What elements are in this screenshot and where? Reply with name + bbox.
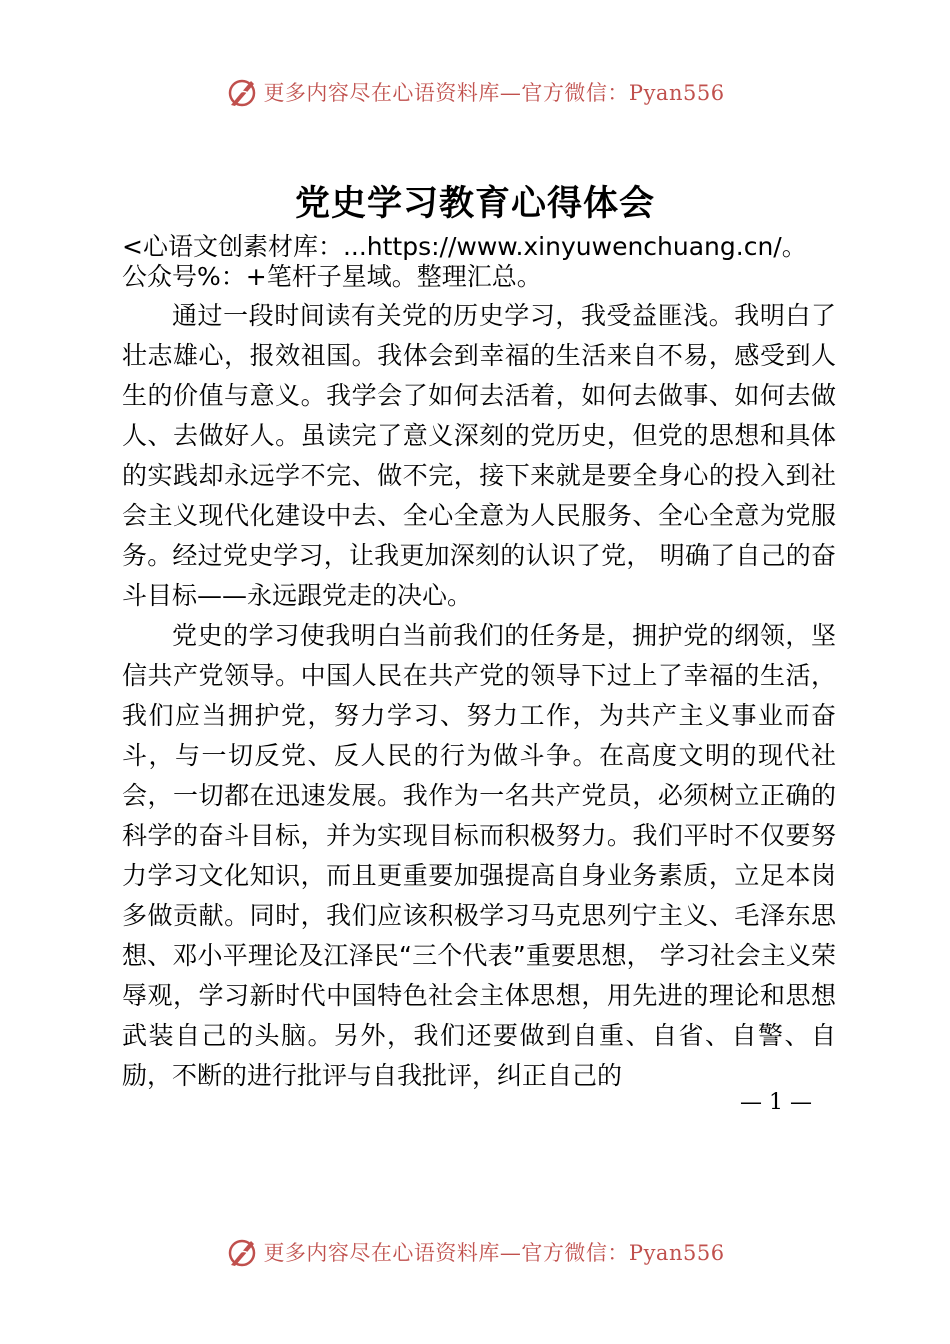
footer-watermark-banner <box>0 1232 950 1272</box>
document-body <box>122 296 836 1096</box>
pen-logo-icon <box>225 1235 259 1269</box>
footer-banner-text: 更多内容尽在心语资料库—官方微信：Pyan556 <box>263 1241 725 1265</box>
header-watermark-banner <box>0 72 950 112</box>
header-banner-text: 更多内容尽在心语资料库—官方微信：Pyan556 <box>263 81 725 105</box>
source-note <box>122 232 882 292</box>
source-line: 公众号%：+笔杆子星域。整理汇总。 <box>122 262 542 291</box>
document-title: 党史学习教育心得体会 <box>294 184 655 224</box>
paragraph: 通过一段时间读有关党的历史学习，我受益匪浅。我明白了壮志雄心，报效祖国。我体会到幸福的生活来自不易，感受到人生的价值与意义。我学会了如何去活着，如何去做事、如何去做人、去做好人。虽读完了意义深刻的党历史，但党的思想和具体的实践却永远学不完、做不完，接下来就是要全身心的投入到社会主义现代化建设中去、全心全意为人民服务、全心全意为党服务。经过党史学习，让我更加深刻的认识了党， 明确了自己的奋斗目标——永远跟党走的决心。 <box>122 301 836 610</box>
source-line: <心语文创素材库：...https://www.xinyuwenchuang.cn/。 <box>122 232 807 261</box>
pen-logo-icon <box>225 75 259 109</box>
paragraph: 党史的学习使我明白当前我们的任务是，拥护党的纲领，坚信共产党领导。中国人民在共产党的领导下过上了幸福的生活，我们应当拥护党，努力学习、努力工作，为共产主义事业而奋斗，与一切反党、反人民的行为做斗争。在高度文明的现代社会，一切都在迅速发展。我作为一名共产党员，必须树立正确的科学的奋斗目标，并为实现目标而积极努力。我们平时不仅要努力学习文化知识，而且更重要加强提高自身业务素质，立足本岗多做贡献。同时，我们应该积极学习马克思列宁主义、毛泽东思想、邓小平理论及江泽民“三个代表”重要思想， 学习社会主义荣辱观，学习新时代中国特色社会主体思想，用先进的理论和思想武装自己的头脑。另外，我们还要做到自重、自省、自警、自励，不断的进行批评与自我批评，纠正自己的 <box>122 621 836 1090</box>
page-number: — 1 — <box>740 1090 812 1115</box>
